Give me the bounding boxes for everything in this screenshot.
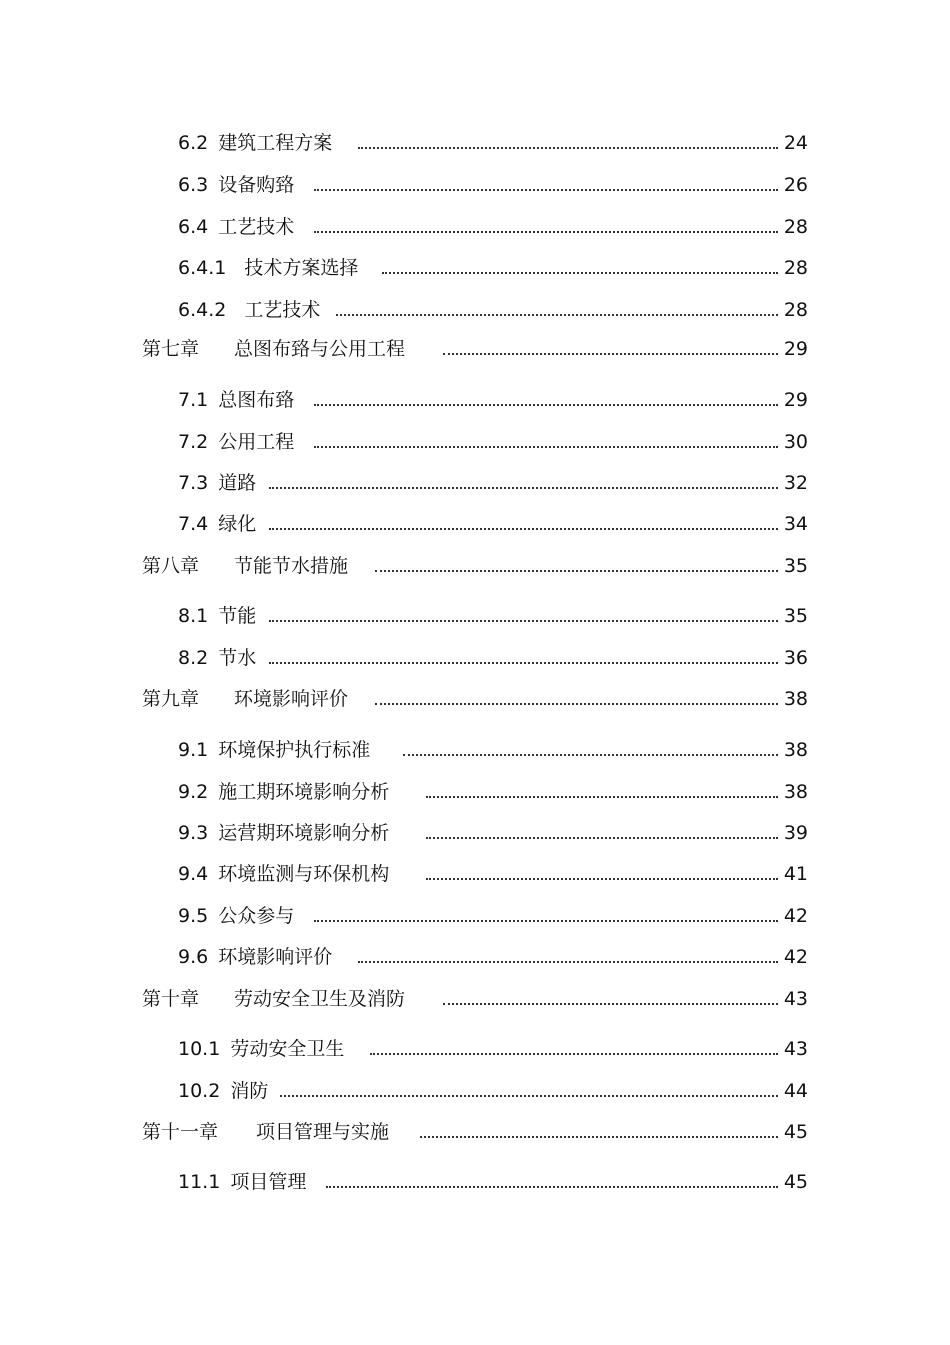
section-number: 8.2 (178, 647, 209, 669)
dot-leader (269, 487, 778, 489)
toc-entry[interactable] (0, 901, 950, 931)
section-title: 项目管理 (230, 1171, 307, 1193)
section-title: 环境影响评价 (218, 946, 333, 968)
page-number: 45 (783, 1171, 808, 1193)
page-number: 44 (783, 1080, 808, 1102)
toc-chapter[interactable] (0, 684, 950, 714)
section-number: 7.2 (178, 431, 209, 453)
dot-leader (375, 703, 778, 705)
section-number: 11.1 (178, 1171, 221, 1193)
section-title: 总图布臵 (218, 389, 295, 411)
toc-entry[interactable] (0, 385, 950, 415)
chapter-number: 第七章 (142, 338, 200, 360)
chapter-title: 节能节水措施 (234, 555, 349, 577)
toc-entry[interactable] (0, 818, 950, 848)
section-number: 9.1 (178, 739, 209, 761)
page-number: 32 (783, 472, 808, 494)
page-number: 29 (783, 389, 808, 411)
toc-entry[interactable] (0, 942, 950, 972)
dot-leader (382, 272, 778, 274)
section-number: 9.5 (178, 905, 209, 927)
chapter-number: 第九章 (142, 688, 200, 710)
page-number: 45 (783, 1121, 808, 1143)
dot-leader (370, 1053, 778, 1055)
toc-entry[interactable] (0, 643, 950, 673)
dot-leader (326, 1186, 778, 1188)
section-title: 工艺技术 (244, 299, 321, 321)
page-number: 38 (783, 688, 808, 710)
page-number: 30 (783, 431, 808, 453)
dot-leader (426, 837, 778, 839)
dot-leader (314, 189, 778, 191)
section-number: 10.2 (178, 1080, 221, 1102)
section-title: 技术方案选择 (244, 257, 359, 279)
chapter-number: 第八章 (142, 555, 200, 577)
toc-entry[interactable] (0, 427, 950, 457)
section-title: 工艺技术 (218, 216, 295, 238)
section-title: 建筑工程方案 (218, 132, 333, 154)
section-number: 6.3 (178, 174, 209, 196)
section-title: 节水 (218, 647, 257, 669)
page-number: 41 (783, 863, 808, 885)
dot-leader (269, 620, 778, 622)
chapter-title: 劳动安全卫生及消防 (234, 988, 406, 1010)
toc-entry[interactable] (0, 170, 950, 200)
page-number: 42 (783, 946, 808, 968)
chapter-title: 项目管理与实施 (256, 1121, 390, 1143)
section-title: 设备购臵 (218, 174, 295, 196)
page-number: 38 (783, 739, 808, 761)
section-title: 公用工程 (218, 431, 295, 453)
page-number: 38 (783, 781, 808, 803)
chapter-title: 总图布臵与公用工程 (234, 338, 406, 360)
toc-entry[interactable] (0, 859, 950, 889)
dot-leader (314, 404, 778, 406)
section-title: 公众参与 (218, 905, 295, 927)
toc-chapter[interactable] (0, 1117, 950, 1147)
page-number: 24 (783, 132, 808, 154)
page-number: 42 (783, 905, 808, 927)
dot-leader (280, 1095, 778, 1097)
toc-entry[interactable] (0, 253, 950, 283)
section-number: 9.2 (178, 781, 209, 803)
page-number: 35 (783, 555, 808, 577)
section-number: 9.4 (178, 863, 209, 885)
section-number: 9.6 (178, 946, 209, 968)
dot-leader (358, 147, 778, 149)
dot-leader (336, 314, 778, 316)
page-number: 28 (783, 216, 808, 238)
dot-leader (314, 231, 778, 233)
section-number: 7.3 (178, 472, 209, 494)
section-number: 6.4.2 (178, 299, 227, 321)
dot-leader (314, 920, 778, 922)
chapter-number: 第十章 (142, 988, 200, 1010)
section-title: 绿化 (218, 513, 257, 535)
dot-leader (443, 353, 778, 355)
toc-chapter[interactable] (0, 984, 950, 1014)
page-number: 26 (783, 174, 808, 196)
dot-leader (358, 961, 778, 963)
chapter-number: 第十一章 (142, 1121, 219, 1143)
section-number: 9.3 (178, 822, 209, 844)
section-number: 6.4.1 (178, 257, 227, 279)
toc-entry[interactable] (0, 468, 950, 498)
page-number: 28 (783, 257, 808, 279)
toc-entry[interactable] (0, 777, 950, 807)
dot-leader (403, 754, 778, 756)
dot-leader (426, 878, 778, 880)
section-title: 劳动安全卫生 (230, 1038, 345, 1060)
toc-chapter[interactable] (0, 551, 950, 581)
page-number: 43 (783, 988, 808, 1010)
dot-leader (426, 796, 778, 798)
toc-entry[interactable] (0, 295, 950, 325)
section-title: 环境保护执行标准 (218, 739, 371, 761)
toc-entry[interactable] (0, 735, 950, 765)
toc-entry[interactable] (0, 128, 950, 158)
page-number: 36 (783, 647, 808, 669)
section-number: 6.2 (178, 132, 209, 154)
section-number: 7.1 (178, 389, 209, 411)
section-number: 10.1 (178, 1038, 221, 1060)
section-number: 6.4 (178, 216, 209, 238)
section-title: 消防 (230, 1080, 269, 1102)
page-number: 39 (783, 822, 808, 844)
dot-leader (420, 1136, 778, 1138)
page-number: 29 (783, 338, 808, 360)
page-number: 43 (783, 1038, 808, 1060)
section-title: 道路 (218, 472, 257, 494)
chapter-title: 环境影响评价 (234, 688, 349, 710)
toc-entry[interactable] (0, 601, 950, 631)
dot-leader (443, 1003, 778, 1005)
page-number: 34 (783, 513, 808, 535)
dot-leader (314, 446, 778, 448)
toc-entry[interactable] (0, 1076, 950, 1106)
section-title: 节能 (218, 605, 257, 627)
toc-entry[interactable] (0, 1167, 950, 1197)
page-number: 28 (783, 299, 808, 321)
section-title: 施工期环境影响分析 (218, 781, 390, 803)
dot-leader (269, 662, 778, 664)
dot-leader (375, 570, 778, 572)
toc-chapter[interactable] (0, 334, 950, 364)
section-title: 运营期环境影响分析 (218, 822, 390, 844)
section-number: 8.1 (178, 605, 209, 627)
page-number: 35 (783, 605, 808, 627)
section-number: 7.4 (178, 513, 209, 535)
dot-leader (269, 528, 778, 530)
toc-entry[interactable] (0, 212, 950, 242)
toc-entry[interactable] (0, 509, 950, 539)
toc-entry[interactable] (0, 1034, 950, 1064)
section-title: 环境监测与环保机构 (218, 863, 390, 885)
